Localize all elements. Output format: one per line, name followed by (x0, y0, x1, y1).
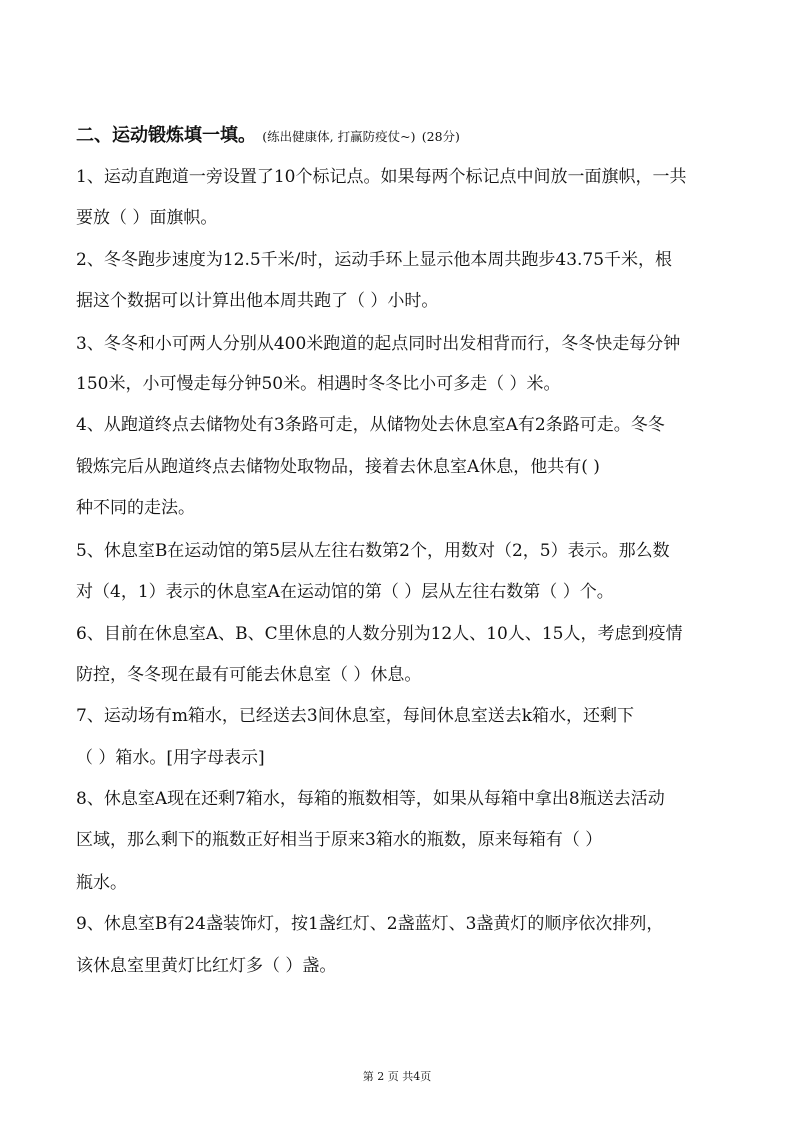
question-7-line-1: 7、运动场有m箱水，已经送去3间休息室，每间休息室送去k箱水，还剩下 (76, 706, 635, 726)
question-2-line-1: 2、冬冬跑步速度为12.5千米/时，运动手环上显示他本周共跑步43.75千米，根 (76, 250, 673, 270)
question-5-line-2: 对（4，1）表示的休息室A在运动馆的第（ ）层从左往右数第（ ）个。 (76, 582, 614, 602)
section-heading (76, 125, 460, 148)
section-subtitle: (练出健康体, 打赢防疫仗~) (262, 129, 416, 144)
section-points: (28分) (421, 129, 460, 144)
question-8-line-3: 瓶水。 (76, 873, 127, 893)
section-title: 二、运动锻炼填一填。 (76, 125, 256, 146)
question-7-line-2: （ ）箱水。[用字母表示] (76, 748, 265, 768)
question-8-line-2: 区域，那么剩下的瓶数正好相当于原来3箱水的瓶数，原来每箱有（ ） (76, 830, 603, 850)
page-footer: 第 2 页 共4页 (362, 1070, 432, 1083)
question-9-line-2: 该休息室里黄灯比红灯多（ ）盏。 (76, 956, 337, 976)
question-6-line-2: 防控，冬冬现在最有可能去休息室（ ）休息。 (76, 665, 422, 685)
question-5-line-1: 5、休息室B在运动馆的第5层从左往右数第2个，用数对（2，5）表示。那么数 (76, 541, 670, 561)
question-4-line-1: 4、从跑道终点去储物处有3条路可走，从储物处去休息室A有2条路可走。冬冬 (76, 415, 665, 435)
question-6-line-1: 6、目前在休息室A、B、C里休息的人数分别为12人、10人、15人，考虑到疫情 (76, 624, 683, 644)
question-9-line-1: 9、休息室B有24盏装饰灯，按1盏红灯、2盏蓝灯、3盏黄灯的顺序依次排列， (76, 914, 664, 934)
question-1-line-2: 要放（ ）面旗帜。 (76, 208, 218, 228)
question-3-line-1: 3、冬冬和小可两人分别从400米跑道的起点同时出发相背而行，冬冬快走每分钟 (76, 334, 681, 354)
question-3-line-2: 150米，小可慢走每分钟50米。相遇时冬冬比小可多走（ ）米。 (76, 374, 561, 394)
question-4-line-2: 锻炼完后从跑道终点去储物处取物品，接着去休息室A休息，他共有( ) (76, 457, 600, 477)
question-2-line-2: 据这个数据可以计算出他本周共跑了（ ）小时。 (76, 291, 439, 311)
question-8-line-1: 8、休息室A现在还剩7箱水，每箱的瓶数相等，如果从每箱中拿出8瓶送去活动 (76, 789, 665, 809)
question-4-line-3: 种不同的走法。 (76, 498, 195, 518)
question-1-line-1: 1、运动直跑道一旁设置了10个标记点。如果每两个标记点中间放一面旗帜，一共 (76, 167, 687, 187)
